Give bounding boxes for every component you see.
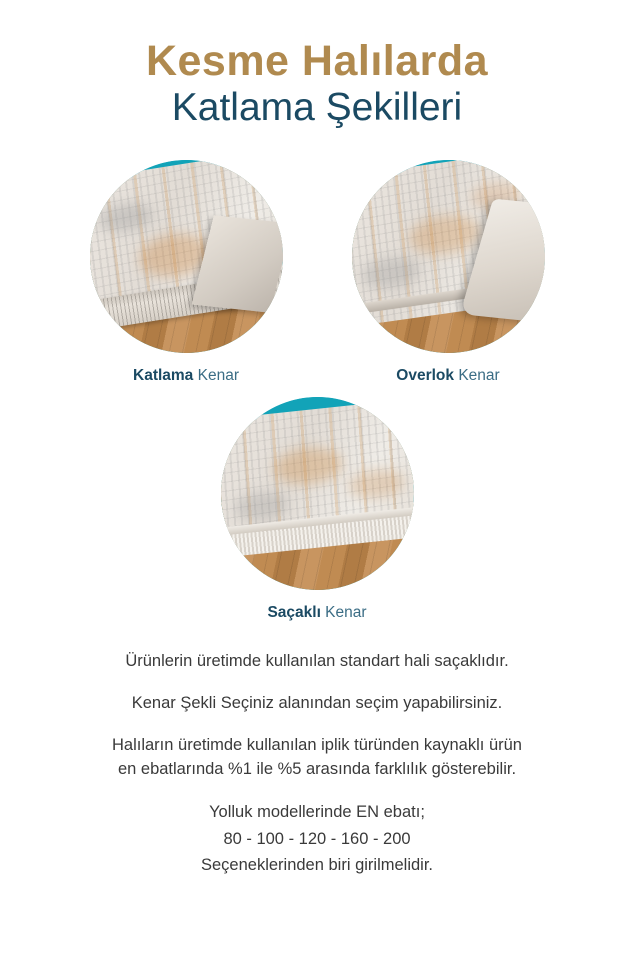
rug-blotch bbox=[359, 254, 421, 292]
runner-width-note bbox=[0, 800, 634, 878]
circle-backdrop-teal bbox=[352, 160, 545, 353]
runner-width-options: 80 - 100 - 120 - 160 - 200 bbox=[223, 829, 411, 848]
paragraph-size-tolerance bbox=[0, 734, 634, 782]
figure-sacakli-image bbox=[221, 397, 414, 590]
figure-overlok bbox=[333, 160, 563, 385]
figure-katlama-caption bbox=[133, 367, 239, 385]
rug-blotch bbox=[96, 200, 155, 236]
runner-width-instruction: Seçeneklerinden biri girilmelidir. bbox=[200, 856, 434, 875]
paragraph-standard-fringe: Ürünlerin üretimde kullanılan standart hali saçaklıdır. bbox=[125, 652, 509, 671]
rug-blotch bbox=[272, 445, 343, 488]
caption-bold: Saçaklı bbox=[267, 604, 321, 622]
figure-overlok-caption bbox=[396, 367, 499, 385]
rug-blotch bbox=[347, 467, 406, 501]
figure-sacakli bbox=[202, 397, 432, 622]
circle-backdrop-teal bbox=[221, 397, 414, 590]
title-line-1: Kesme Halılarda bbox=[145, 37, 489, 85]
title-line-2: Katlama Şekilleri bbox=[171, 86, 463, 130]
caption-light: Kenar bbox=[193, 367, 239, 385]
circle-backdrop-teal bbox=[90, 160, 283, 353]
rug-blotch bbox=[406, 211, 483, 259]
caption-bold: Katlama bbox=[133, 367, 194, 385]
runner-width-title: Yolluk modellerinde EN ebatı; bbox=[209, 802, 425, 821]
paragraph-size-tolerance-line1: Halıların üretimde kullanılan iplik türünden kaynaklı ürün bbox=[112, 735, 522, 754]
rug-blotch bbox=[232, 489, 289, 522]
figure-katlama-image bbox=[90, 160, 283, 353]
caption-bold: Overlok bbox=[396, 367, 455, 385]
paragraph-edge-selection: Kenar Şekli Seçiniz alanından seçim yapabilirsiniz. bbox=[131, 694, 503, 713]
caption-light: Kenar bbox=[454, 367, 500, 385]
page-title bbox=[0, 0, 634, 130]
figure-sacakli-caption bbox=[267, 604, 366, 622]
figures-row-top bbox=[0, 160, 634, 385]
body-text bbox=[0, 650, 634, 878]
paragraph-size-tolerance-line2: en ebatlarında %1 ile %5 arasında farklılık gösterebilir. bbox=[117, 759, 517, 778]
figure-overlok-image bbox=[352, 160, 545, 353]
caption-light: Kenar bbox=[320, 604, 367, 622]
figure-katlama bbox=[71, 160, 301, 385]
